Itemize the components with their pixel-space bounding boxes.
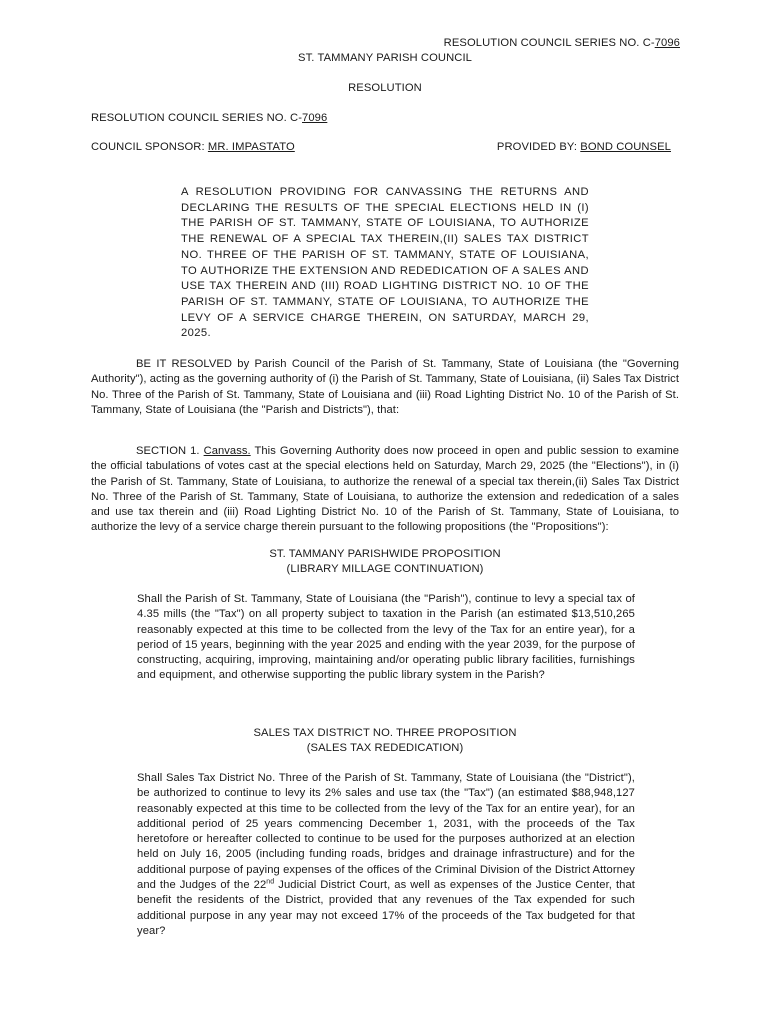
council-name: ST. TAMMANY PARISH COUNCIL [298, 52, 472, 64]
section-1-heading: Canvass. [203, 445, 251, 457]
sponsor-label: COUNCIL SPONSOR: [91, 141, 208, 153]
provided-by [497, 141, 671, 153]
document-type: RESOLUTION [348, 82, 422, 94]
prop2-subtitle: (SALES TAX REDEDICATION) [306, 742, 464, 754]
prop1-subtitle: (LIBRARY MILLAGE CONTINUATION) [286, 563, 484, 575]
prop2-text [137, 771, 635, 939]
series-line-prefix: RESOLUTION COUNCIL SERIES NO. C- [91, 112, 303, 124]
prop2-text-b: Judicial District Court, as well as expenses of the Justice Center, that benefit the residents of the District, provided that any revenues of the Tax expended for such additional purpose in any year may not exceed 17% of the proceeds of the Tax budgeted for that year? [137, 879, 636, 937]
sponsor-name: MR. IMPASTATO [207, 141, 295, 153]
header-series-value: 7096 [654, 37, 680, 49]
resolved-paragraph: BE IT RESOLVED by Parish Council of the Parish of St. Tammany, State of Louisiana (the "Governing Authority"), acting as the governing authority of (i) the Parish of St. Tammany, State of Louisiana, (ii) Sales Tax District No. Three of the Parish of St. Tammany, State of Louisiana and (iii) Road Lighting District No. 10 of the Parish of St. Tammany, State of Louisiana (the "Parish and Districts"), that: [91, 358, 679, 416]
prop1-title: ST. TAMMANY PARISHWIDE PROPOSITION [269, 548, 501, 560]
section-1-label: SECTION 1. [136, 445, 204, 457]
series-line-number: 7096 [302, 112, 328, 124]
section-1-paragraph [91, 444, 679, 536]
provided-by-label: PROVIDED BY: [496, 141, 581, 153]
resolution-title: A RESOLUTION PROVIDING FOR CANVASSING THE RETURNS AND DECLARING THE RESULTS OF THE SPECIAL ELECTIONS HELD IN (I) THE PARISH OF ST. TAMMANY, STATE OF LOUISIANA, TO AUTHORIZE THE RENEWAL OF A SPECIAL TAX THEREIN,(II) SALES TAX DISTRICT NO. THREE OF THE PARISH OF ST. TAMMANY, STATE OF LOUISIANA, TO AUTHORIZE THE EXTENSION AND REDEDICATION OF A SALES AND USE TAX THEREIN AND (III) ROAD LIGHTING DISTRICT NO. 10 OF THE PARISH OF ST. TAMMANY, STATE OF LOUISIANA, TO AUTHORIZE THE LEVY OF A SERVICE CHARGE THEREIN, ON SATURDAY, MARCH 29, 2025. [181, 186, 589, 340]
prop2-ordinal-suffix: nd [266, 878, 275, 886]
section-1-text: This Governing Authority does now proceed in open and public session to examine the official tabulations of votes cast at the special elections held on Saturday, March 29, 2025 (the "Elections"), in (i) the Parish of St. Tammany, State of Louisiana, to authorize the renewal of a special tax therein,(ii) Sales Tax District No. Three of the Parish of St. Tammany, State of Louisiana, to authorize the extension and rededication of a sales and use tax therein and (iii) Road Lighting District No. 10 of the Parish of St. Tammany, State of Louisiana, to authorize the levy of a service charge therein pursuant to the following propositions (the "Propositions"): [91, 445, 679, 534]
prop1-text: Shall the Parish of St. Tammany, State of Louisiana (the "Parish"), continue to levy a special tax of 4.35 mills (the "Tax") on all property subject to taxation in the Parish (an estimated $13,510,265 reasonably expected at this time to be collected from the levy of the Tax for an entire year), for a period of 15 years, beginning with the year 2025 and ending with the year 2039, for the purpose of constructing, acquiring, improving, maintaining and/or operating public library facilities, furnishings and equipment, and otherwise supporting the public library system in the Parish? [137, 593, 635, 682]
provided-by-value: BOND COUNSEL [580, 141, 671, 153]
header-series-number [444, 37, 680, 49]
series-line [91, 112, 327, 124]
header-series-prefix: RESOLUTION COUNCIL SERIES NO. C- [443, 37, 655, 49]
sponsor-row [91, 141, 671, 153]
prop2-text-a: Shall Sales Tax District No. Three of the Parish of St. Tammany, State of Louisiana (the "District"), be authorized to continue to levy its 2% sales and use tax (the "Tax") (an estimated $88,948,127 reasonably expected at this time to be collected from the levy of the Tax for an entire year), for an additional period of 25 years commencing December 1, 2031, with the proceeds of the Tax heretofore or hereafter collected to continue to be used for the purposes authorized at an election held on July 16, 2005 (including funding roads, bridges and drainage infrastructure) and for the additional purpose of paying expenses of the offices of the Criminal Division of the District Attorney and the Judges of the 22 [137, 772, 635, 892]
prop2-title: SALES TAX DISTRICT NO. THREE PROPOSITION [253, 727, 517, 739]
